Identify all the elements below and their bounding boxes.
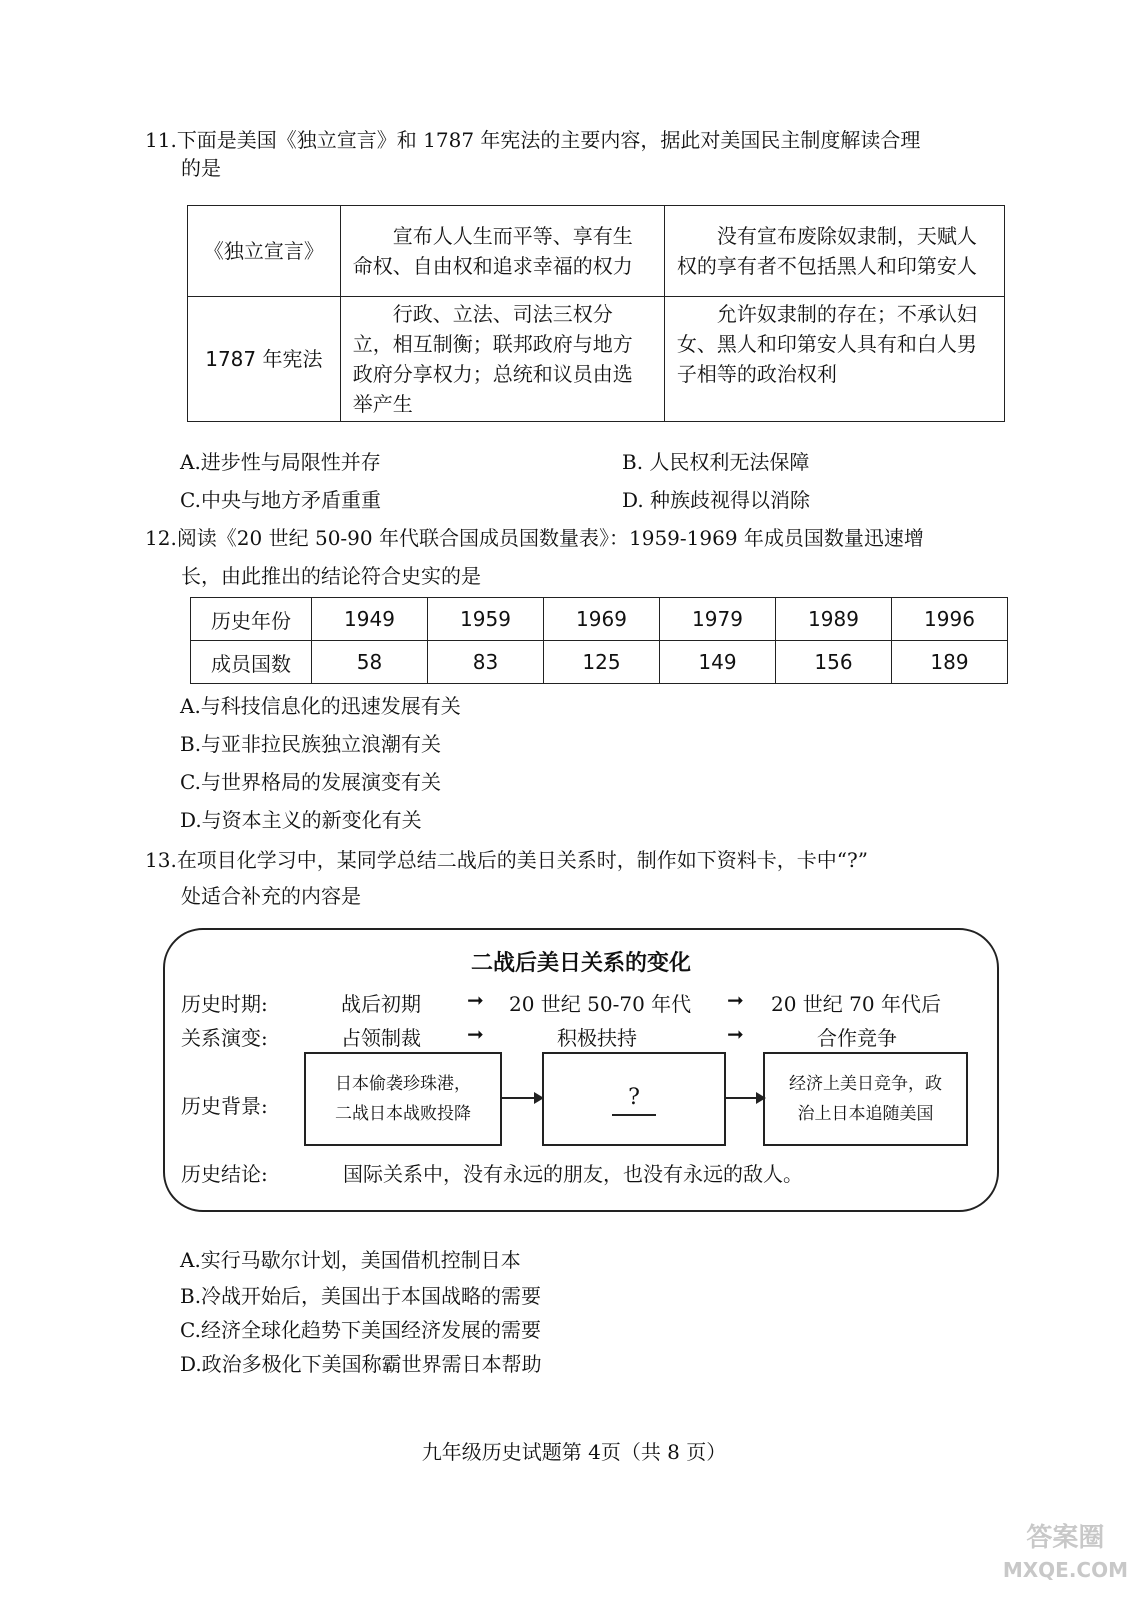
table-cell: 1996 bbox=[892, 598, 1008, 641]
q12-option-b: B.与亚非拉民族独立浪潮有关 bbox=[180, 732, 442, 756]
q13-option-b: B.冷战开始后，美国出于本国战略的需要 bbox=[180, 1284, 542, 1308]
q12-option-c: C.与世界格局的发展演变有关 bbox=[180, 770, 441, 794]
relation-2: 积极扶持 bbox=[557, 1026, 637, 1050]
table-header: 历史年份 bbox=[191, 598, 312, 641]
table-cell: 宣布人人生而平等、享有生命权、自由权和追求幸福的权力 bbox=[340, 206, 664, 297]
background-label: 历史背景: bbox=[181, 1094, 268, 1118]
table-cell: 83 bbox=[428, 641, 544, 684]
watermark-line1: 答案圈 bbox=[1026, 1523, 1105, 1553]
conclusion-label: 历史结论: bbox=[181, 1162, 268, 1186]
q13-option-d: D.政治多极化下美国称霸世界需日本帮助 bbox=[180, 1352, 542, 1376]
box1-line1: 日本偷袭珍珠港， bbox=[335, 1074, 471, 1094]
card-title: 二战后美日关系的变化 bbox=[470, 951, 691, 976]
q13-number: 13. bbox=[145, 848, 177, 872]
question-mark: ? bbox=[612, 1082, 656, 1116]
q11-stem bbox=[145, 126, 920, 154]
table-cell: 1787 年宪法 bbox=[188, 297, 341, 422]
q13-line1: 在项目化学习中，某同学总结二战后的美日关系时，制作如下资料卡，卡中“?” bbox=[176, 848, 868, 872]
box1-line2: 二战日本战败投降 bbox=[335, 1104, 471, 1124]
table-cell: 1989 bbox=[776, 598, 892, 641]
q12-table bbox=[190, 597, 1008, 684]
background-box-1 bbox=[304, 1052, 502, 1146]
q11-number: 11. bbox=[145, 128, 177, 152]
q11-table bbox=[187, 205, 1005, 422]
box3-line1: 经济上美日竞争，政 bbox=[789, 1074, 942, 1094]
table-row bbox=[191, 598, 1008, 641]
watermark-line2: MXQE.COM bbox=[1002, 1558, 1128, 1582]
period-label: 历史时期: bbox=[181, 992, 268, 1016]
arrow-icon bbox=[502, 1090, 544, 1106]
table-cell: 《独立宣言》 bbox=[188, 206, 341, 297]
q11-option-a: A.进步性与局限性并存 bbox=[180, 450, 381, 474]
page-footer: 九年级历史试题第 4页（共 8 页） bbox=[421, 1440, 727, 1464]
q12-number: 12. bbox=[145, 526, 177, 550]
arrow-icon: ➞ bbox=[727, 988, 744, 1012]
table-cell: 125 bbox=[544, 641, 660, 684]
q12-line1: 阅读《20 世纪 50-90 年代联合国成员国数量表》：1959-1969 年成员国数量迅速增 bbox=[176, 526, 924, 550]
q12-stem bbox=[145, 524, 924, 552]
table-row bbox=[188, 297, 1005, 422]
table-cell: 行政、立法、司法三权分立，相互制衡；联邦政府与地方政府分享权力；总统和议员由选举产生 bbox=[340, 297, 664, 422]
q11-option-b: B. 人民权利无法保障 bbox=[622, 450, 810, 474]
period-1: 战后初期 bbox=[341, 992, 421, 1016]
q13-option-c: C.经济全球化趋势下美国经济发展的需要 bbox=[180, 1318, 541, 1342]
table-cell: 189 bbox=[892, 641, 1008, 684]
background-box-3 bbox=[763, 1052, 968, 1146]
conclusion-text: 国际关系中，没有永远的朋友，也没有永远的敌人。 bbox=[343, 1162, 803, 1186]
q13-stem-line2: 处适合补充的内容是 bbox=[181, 884, 361, 908]
table-cell: 1969 bbox=[544, 598, 660, 641]
q11-stem-line2: 的是 bbox=[181, 156, 221, 180]
table-cell: 58 bbox=[312, 641, 428, 684]
table-row bbox=[188, 206, 1005, 297]
q13-stem bbox=[145, 846, 868, 874]
period-3: 20 世纪 70 年代后 bbox=[771, 992, 941, 1016]
q11-line1: 下面是美国《独立宣言》和 1787 年宪法的主要内容，据此对美国民主制度解读合理 bbox=[176, 128, 921, 152]
table-cell: 149 bbox=[660, 641, 776, 684]
table-cell: 1959 bbox=[428, 598, 544, 641]
q11-option-c: C.中央与地方矛盾重重 bbox=[180, 488, 381, 512]
background-box-2 bbox=[542, 1052, 726, 1146]
period-2: 20 世纪 50-70 年代 bbox=[509, 992, 692, 1016]
watermark-logo bbox=[1003, 1522, 1128, 1586]
q13-info-card bbox=[163, 928, 999, 1212]
q11-option-d: D. 种族歧视得以消除 bbox=[622, 488, 811, 512]
relation-3: 合作竞争 bbox=[817, 1026, 897, 1050]
arrow-icon: ➞ bbox=[727, 1022, 744, 1046]
arrow-icon bbox=[726, 1090, 766, 1106]
table-cell: 156 bbox=[776, 641, 892, 684]
q12-option-d: D.与资本主义的新变化有关 bbox=[180, 808, 422, 832]
q12-option-a: A.与科技信息化的迅速发展有关 bbox=[180, 694, 461, 718]
arrow-icon: ➞ bbox=[467, 988, 484, 1012]
table-cell: 1949 bbox=[312, 598, 428, 641]
table-cell: 1979 bbox=[660, 598, 776, 641]
q12-stem-line2: 长，由此推出的结论符合史实的是 bbox=[181, 564, 481, 588]
relation-1: 占领制裁 bbox=[341, 1026, 421, 1050]
q13-option-a: A.实行马歇尔计划，美国借机控制日本 bbox=[180, 1248, 521, 1272]
table-header: 成员国数 bbox=[191, 641, 312, 684]
box3-line2: 治上日本追随美国 bbox=[797, 1104, 934, 1124]
table-cell: 允许奴隶制的存在；不承认妇女、黑人和印第安人具有和白人男子相等的政治权利 bbox=[664, 297, 1004, 422]
relation-label: 关系演变: bbox=[181, 1026, 268, 1050]
table-row bbox=[191, 641, 1008, 684]
arrow-icon: ➞ bbox=[467, 1022, 484, 1046]
table-cell: 没有宣布废除奴隶制，天赋人权的享有者不包括黑人和印第安人 bbox=[664, 206, 1004, 297]
